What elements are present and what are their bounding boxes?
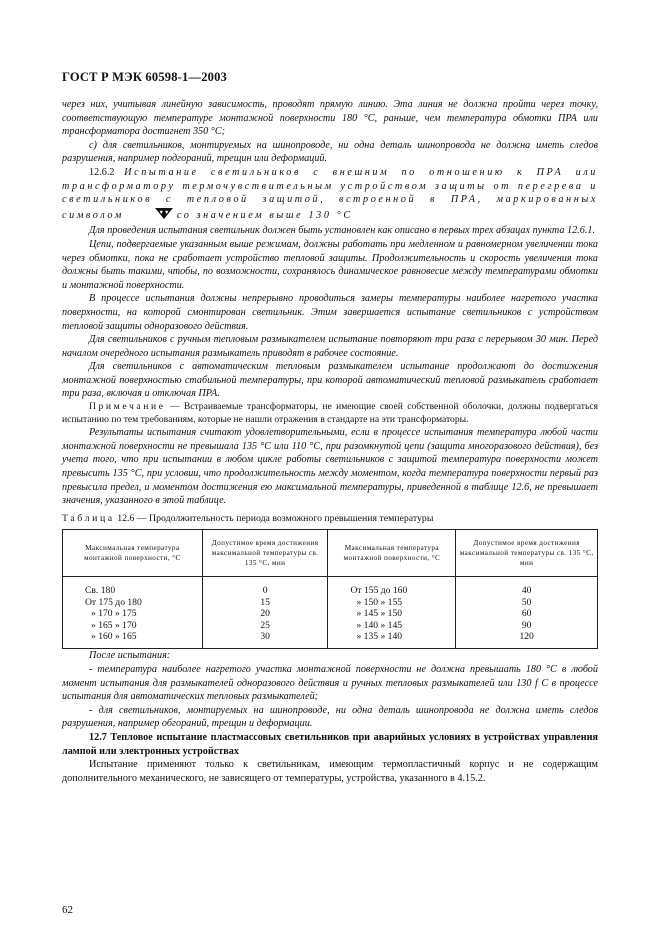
table-caption-text: 12.6 — Продолжительность периода возможного превышения температуры xyxy=(114,512,434,524)
table-header-cell: Максимальная температура монтажной поверхности, °С xyxy=(63,530,203,577)
table-cell-line: » 135 » 140 xyxy=(356,631,403,643)
table-cell-line: 20 xyxy=(260,608,270,620)
table-cell-line: От 175 до 180 xyxy=(85,596,142,608)
paragraph-auto-switch: Для светильников с автоматическим тепловым размыкателем испытание продолжают до достижения монтажной поверхностью стабильной температуры, при которой автоматический тепловой размыкатель сработает три раза, включая и отключая ПРА. xyxy=(62,361,598,400)
section-12-7-text: Испытание применяют только к светильникам, имеющим термопластичный корпус и не содержащим дополнительного механического, не зависящего от температуры, устройства, указанного в 4.15.2. xyxy=(62,759,598,784)
paragraph-item-c: с) для светильников, монтируемых на шинопроводе, ни одна деталь шинопровода не должна иметь следов разрушения, например подгораний, трещин или деформаций. xyxy=(62,139,598,165)
thermal-protection-symbol-icon xyxy=(127,207,174,225)
table-cell-line: 40 xyxy=(521,585,532,597)
table-header-cell: Допустимое время достижения максимальной температуры св. 135 °С, мин xyxy=(456,530,598,577)
table-cell-time-b xyxy=(456,577,598,649)
table-12-6 xyxy=(62,529,598,649)
table-cell-line: » 145 » 150 xyxy=(356,608,403,620)
table-cell-line: 90 xyxy=(521,619,532,631)
after-test-item-1: - температура наиболее нагретого участка монтажной поверхности не должна превышать 180 °С в любой момент испытания для размыкателей одноразового действия и ручных тепловых размыкателей или 130 f С в процессе испытания для автоматических тепловых размыкателей; xyxy=(62,664,598,703)
paragraph-measurement: В процессе испытания должны непрерывно проводиться замеры температуры наиболее нагретого участка поверхности, на которой смонтирован светильник. Этим завершается испытание светильников с устройством тепловой защиты одноразового действия. xyxy=(62,293,598,332)
note xyxy=(62,401,598,426)
table-cell-line: » 170 » 175 xyxy=(91,608,137,620)
table-cell-line: 25 xyxy=(260,619,270,631)
table-cell-temperature-a xyxy=(63,577,203,649)
after-test-item-2: - для светильников, монтируемых на шинопроводе, ни одна деталь шинопровода не должна иметь следов разрушения, например обгораний, трещин и деформации. xyxy=(62,704,598,730)
table-header-row xyxy=(63,530,598,577)
note-text: — Встраиваемые трансформаторы, не имеющие своей собственной оболочки, должны подвергаться испытанию по тем требованиям, которые не нашли отражения в стандарте на эти трансформаторы. xyxy=(62,401,598,425)
svg-text:▼▼: ▼▼ xyxy=(158,209,170,216)
paragraph-manual-switch: Для светильников с ручным тепловым размыкателем испытание повторяют три раза с перерывом 30 мин. Перед началом очередного испытания размыкатель приводят в рабочее состояние. xyxy=(62,334,598,359)
paragraph-results: Результаты испытания считают удовлетворительными, если в процессе испытания температура любой части монтажной поверхности не превышала 135 °С или 110 °С, при разомкнутой цепи (защита многоразового действия), без учета того, что при испытании в любом цикле работы светильников с защитой температура поверхности может превысить 135 °С, при условии, что продолжительность между моментом, когда температура поверхности первый раз превысила предел, и моментом достижения ею максимальной температуры, приведенной в таблице 12.6, не превышает значения, указанного в этой таблице. xyxy=(62,427,598,507)
clause-number: 12.6.2 xyxy=(89,166,115,178)
table-cell-line: 50 xyxy=(521,596,532,608)
note-label: Примечание xyxy=(89,401,166,413)
clause-12-6-2 xyxy=(62,166,598,224)
paragraph-installation: Для проведения испытания светильник должен быть установлен как описано в первых трех абзацах пункта 12.6.1. xyxy=(89,225,596,237)
page-number: 62 xyxy=(62,904,73,916)
table-header-cell: Допустимое время достижения максимальной температуры св. 135 °С, мин xyxy=(202,530,328,577)
table-cell-line: » 140 » 145 xyxy=(356,619,403,631)
document-header: ГОСТ Р МЭК 60598-1—2003 xyxy=(62,70,227,84)
table-caption-label: Таблица xyxy=(62,512,115,524)
table-cell-time-a xyxy=(202,577,328,649)
table-cell-line: Св. 180 xyxy=(85,585,116,597)
table-cell-temperature-b xyxy=(328,577,456,649)
document-body xyxy=(62,98,598,785)
table-caption xyxy=(62,512,598,526)
table-cell-line: 60 xyxy=(521,608,532,620)
table-cell-line: 120 xyxy=(519,631,534,643)
paragraph-circuits: Цепи, подвергаемые указанным выше режимам, должны работать при медленном и равномерном увеличении тока через обмотки, пока не сработает устройство тепловой защиты. Продолжительность и скорость увеличения тока должны быть такими, чтобы, по возможности, сохранялось динамическое равновесие между температурами обмотки и монтажной поверхности. xyxy=(62,238,598,291)
table-cell-line: » 165 » 170 xyxy=(91,619,137,631)
table-cell-line: » 160 » 165 xyxy=(91,631,137,643)
after-test-heading: После испытания: xyxy=(89,650,171,662)
section-12-7-title: 12.7 Тепловое испытание пластмассовых светильников при аварийных условиях в устройствах управления лампой или электронных устройствах xyxy=(62,732,598,757)
table-cell-line: От 155 до 160 xyxy=(350,585,408,597)
clause-title-spaced: Испытание светильников с внешним по отношению к ПРА или трансформатору термочувствительным устройством защиты от перегрева и светильников с тепловой защитой, встроенной в ПРА, маркированных символом xyxy=(62,166,598,221)
paragraph-continuation: через них, учитывая линейную зависимость, проводят прямую линию. Эта линия не должна пройти через точку, соответствующую температуре монтажной поверхности 180 °С, раньше, чем температура обмотки ПРА или трансформатора достигнет 350 °С; xyxy=(62,99,598,138)
table-cell-line: 15 xyxy=(260,596,270,608)
table-cell-line: 30 xyxy=(260,631,270,643)
table-row xyxy=(63,577,598,649)
clause-title-tail: со значением выше 130 °С xyxy=(176,209,353,221)
table-cell-line: 0 xyxy=(262,585,268,597)
table-cell-line: » 150 » 155 xyxy=(356,596,403,608)
table-header-cell: Максимальная температура монтажной поверхности, °С xyxy=(328,530,456,577)
